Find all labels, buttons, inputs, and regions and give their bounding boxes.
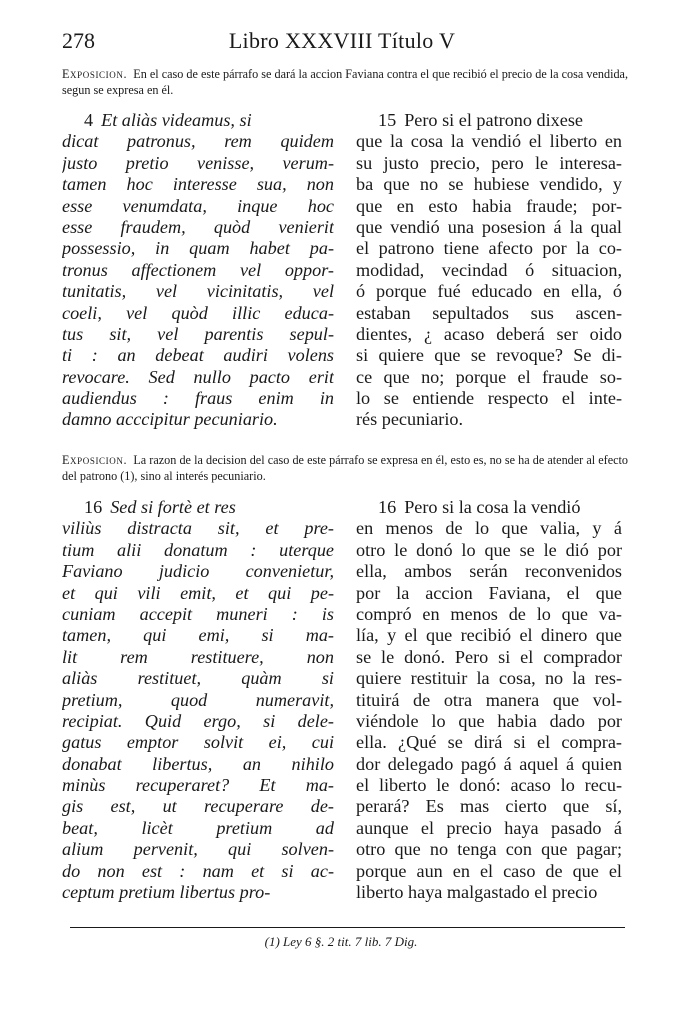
- line-text: si quiere que se revoque? Se di-: [356, 345, 622, 366]
- text-line: [62, 238, 334, 259]
- text-line: [356, 153, 622, 174]
- text-line: [356, 174, 622, 195]
- text-line: [356, 388, 622, 409]
- text-line: [356, 668, 622, 689]
- line-text: et qui vili emit, et qui pe-: [62, 582, 334, 603]
- text-line: [356, 711, 622, 732]
- line-text: su justo precio, pero le interesa-: [356, 152, 622, 173]
- spanish-column-16: [356, 497, 622, 903]
- text-line: [62, 711, 334, 732]
- line-text: recipiat. Quid ergo, si dele-: [62, 710, 334, 731]
- text-line: [356, 732, 622, 753]
- text-line: [356, 409, 622, 430]
- text-line: [62, 561, 334, 582]
- text-line: [62, 217, 334, 238]
- line-text: revocare. Sed nullo pacto erit: [62, 366, 334, 387]
- line-text: tamen hoc interesse sua, non: [62, 174, 334, 195]
- text-line: [356, 583, 622, 604]
- text-line: [62, 583, 334, 604]
- text-line: [356, 818, 622, 839]
- text-line: [356, 839, 622, 860]
- line-text: ella, ambos serán reconvenidos: [356, 561, 622, 582]
- line-text: ti : an debeat audiri volens: [62, 345, 334, 366]
- text-line: [356, 518, 622, 539]
- line-text: alium pervenit, qui solven-: [62, 839, 334, 860]
- text-line: [356, 217, 622, 238]
- line-text: beat, licèt pretium ad: [62, 817, 334, 838]
- line-text: donabat libertus, an nihilo: [62, 753, 334, 774]
- page-number: 278: [62, 28, 95, 53]
- line-text: damno acccipitur pecuniario.: [62, 409, 278, 430]
- line-text: do non est : nam et si ac-: [62, 860, 334, 881]
- exposicion-label: Exposicion.: [62, 67, 128, 81]
- text-line: [356, 861, 622, 882]
- line-text: lit rem restituere, non: [62, 646, 334, 667]
- line-text: pretium, quod numeravit,: [62, 689, 334, 710]
- text-line: [62, 367, 334, 388]
- text-line: [62, 497, 334, 518]
- text-line: [62, 839, 334, 860]
- text-line: [62, 861, 334, 882]
- line-text: otro le donó lo que se le dió por: [356, 539, 622, 560]
- text-line: [62, 131, 334, 152]
- exposicion-text: La razon de la decision del caso de este párrafo se expresa en él, esto es, no se ha de atender al efecto del patrono (1), sino al interés pecuniario.: [62, 453, 629, 483]
- text-line: [356, 303, 622, 324]
- line-text: rés pecuniario.: [356, 409, 464, 430]
- line-text: tronus affectionem vel oppor-: [62, 259, 334, 280]
- line-text: ó porque fué educado en ella, ó: [356, 281, 622, 302]
- line-text: audiendus : fraus enim in: [62, 388, 334, 409]
- line-text: tituirá de otra manera que vol-: [356, 689, 622, 710]
- line-text: Faviano judicio convenietur,: [62, 561, 334, 582]
- text-line: [356, 324, 622, 345]
- line-text: ella. ¿Qué se dirá si el compra-: [356, 732, 622, 753]
- line-text: possessio, in quam habet pa-: [62, 238, 334, 259]
- line-text: aunque el precio haya pasado á: [356, 817, 622, 838]
- text-line: [62, 409, 334, 430]
- text-line: [62, 754, 334, 775]
- line-text: quiere restituir la cosa, no la res-: [356, 668, 622, 689]
- line-text: Et aliàs videamus, si: [101, 110, 252, 130]
- text-line: [62, 324, 334, 345]
- line-text: tus sit, vel parentis sepul-: [62, 323, 334, 344]
- text-line: [62, 732, 334, 753]
- text-line: [356, 690, 622, 711]
- text-line: [62, 604, 334, 625]
- text-line: [62, 196, 334, 217]
- text-line: [62, 818, 334, 839]
- spanish-column-15: [356, 110, 622, 431]
- page-header: [62, 28, 622, 58]
- line-text: viliùs distracta sit, et pre-: [62, 518, 334, 539]
- line-text: lía, y el que recibió el dinero que: [356, 625, 622, 646]
- line-text: viéndole lo que habia dado por: [356, 710, 622, 731]
- line-text: tunitatis, vel vicinitatis, vel: [62, 281, 334, 302]
- line-text: gis est, ut recuperare de-: [62, 796, 334, 817]
- paragraph-number: 15: [378, 110, 397, 130]
- line-text: tium alii donatum : uterque: [62, 539, 334, 560]
- text-line: [62, 668, 334, 689]
- line-text: gatus emptor solvit ei, cui: [62, 732, 334, 753]
- line-text: cuniam accepit muneri : is: [62, 603, 334, 624]
- text-line: [62, 281, 334, 302]
- exposicion-paragraph-1: [62, 66, 628, 98]
- text-line: [62, 690, 334, 711]
- text-line: [356, 196, 622, 217]
- line-text: ba que no se hubiese vendido, y: [356, 174, 622, 195]
- line-text: otro que no tenga con que pagar;: [356, 839, 622, 860]
- text-line: [62, 388, 334, 409]
- text-line: [356, 647, 622, 668]
- line-text: dientes, ¿ acaso deberá ser oido: [356, 323, 622, 344]
- text-line: [356, 561, 622, 582]
- text-line: [62, 540, 334, 561]
- text-line: [356, 367, 622, 388]
- text-line: [356, 796, 622, 817]
- text-line: [62, 260, 334, 281]
- line-text: ce que no; porque el fraude so-: [356, 366, 622, 387]
- footnote-rule: [70, 927, 625, 928]
- text-line: [356, 345, 622, 366]
- line-text: modidad, vecindad ó situacion,: [356, 259, 622, 280]
- line-text: estaban sepultados sus ascen-: [356, 302, 622, 323]
- line-text: perará? Es mas cierto que sí,: [356, 796, 622, 817]
- line-text: minùs recuperaret? Et ma-: [62, 775, 334, 796]
- text-line: [356, 238, 622, 259]
- line-text: porque aun en el caso de que el: [356, 860, 622, 881]
- line-text: aliàs restituet, quàm si: [62, 668, 334, 689]
- text-line: [62, 345, 334, 366]
- text-line: [356, 775, 622, 796]
- text-line: [356, 110, 622, 131]
- line-text: dor delegado pagó á aquel á quien: [356, 753, 622, 774]
- paragraph-number: 16: [84, 497, 103, 517]
- text-line: [62, 303, 334, 324]
- line-text: coeli, vel quòd illic educa-: [62, 302, 334, 323]
- text-line: [356, 131, 622, 152]
- text-line: [62, 775, 334, 796]
- line-text: compró en menos de lo que va-: [356, 603, 622, 624]
- text-line: [356, 604, 622, 625]
- line-text: en menos de lo que valia, y á: [356, 518, 622, 539]
- text-line: [356, 281, 622, 302]
- line-text: Pero si el patrono dixese: [404, 110, 583, 130]
- exposicion-label: Exposicion.: [62, 453, 128, 467]
- line-text: que en esto habia fraude; por-: [356, 195, 622, 216]
- line-text: que vendió una posesion á la qual: [356, 216, 622, 237]
- text-line: [356, 260, 622, 281]
- paragraph-number: 4: [84, 110, 94, 130]
- text-line: [62, 625, 334, 646]
- line-text: esse fraudem, quòd venierit: [62, 216, 334, 237]
- exposicion-paragraph-2: [62, 452, 628, 484]
- latin-column-16: [62, 497, 334, 903]
- line-text: ceptum pretium libertus pro-: [62, 882, 271, 903]
- text-line: [356, 625, 622, 646]
- text-line: [62, 153, 334, 174]
- line-text: el patrono tiene afecto por la co-: [356, 238, 622, 259]
- latin-column-4: [62, 110, 334, 431]
- line-text: el liberto le donó: acaso lo recu-: [356, 775, 622, 796]
- line-text: justo pretio venisse, verum-: [62, 152, 334, 173]
- text-line: [62, 647, 334, 668]
- text-line: [356, 882, 622, 903]
- text-line: [356, 754, 622, 775]
- line-text: esse venumdata, inque hoc: [62, 195, 334, 216]
- line-text: liberto haya malgastado el precio: [356, 882, 598, 903]
- text-line: [356, 497, 622, 518]
- line-text: Pero si la cosa la vendió: [404, 497, 581, 517]
- running-head: Libro XXXVIII Título V: [228, 28, 456, 53]
- exposicion-text: En el caso de este párrafo se dará la accion Faviana contra el que recibió el precio de la cosa vendida, segun se expresa en él.: [62, 67, 629, 97]
- text-line: [62, 174, 334, 195]
- text-line: [62, 796, 334, 817]
- line-text: lo se entiende respecto el inte-: [356, 388, 622, 409]
- line-text: tamen, qui emi, si ma-: [62, 625, 334, 646]
- line-text: que la cosa la vendió el liberto en: [356, 131, 622, 152]
- text-line: [62, 882, 334, 903]
- line-text: por la accion Faviana, el que: [356, 582, 622, 603]
- footnote: (1) Ley 6 §. 2 tit. 7 lib. 7 Dig.: [264, 934, 418, 949]
- text-line: [62, 110, 334, 131]
- line-text: Sed si fortè et res: [110, 497, 236, 517]
- text-line: [62, 518, 334, 539]
- line-text: dicat patronus, rem quidem: [62, 131, 334, 152]
- paragraph-number: 16: [378, 497, 397, 517]
- text-line: [356, 540, 622, 561]
- line-text: se le donó. Pero si el comprador: [356, 646, 622, 667]
